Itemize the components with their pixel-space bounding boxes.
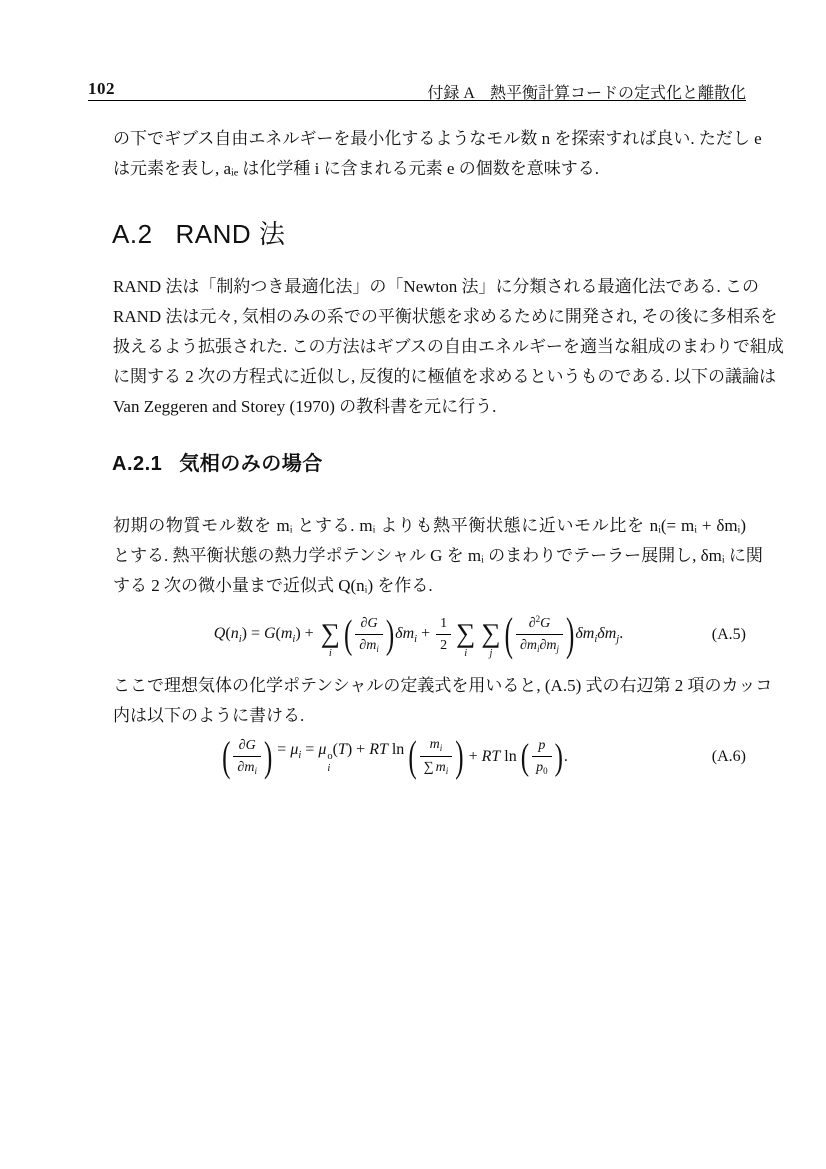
fraction [516,614,563,656]
math-token [534,737,549,756]
math-token: ( [332,741,338,759]
math-token: m [435,760,446,775]
right-paren: ) [385,613,395,657]
math-token [436,615,451,634]
math-token: j [556,644,560,655]
math-token: n [230,624,239,642]
math-token: j [616,633,620,645]
running-header-title: 付録 A 熱平衡計算コードの定式化と離散化 [427,85,746,102]
math-run [538,737,545,755]
right-paren: ) [566,610,575,660]
math-run [440,637,447,655]
math-token: δm [575,624,595,642]
right-paren: ) [263,734,273,780]
left-paren: ( [520,736,530,778]
math-token: ∂m [519,638,537,654]
math-token: μ [318,741,327,759]
intro-paragraph [113,124,762,184]
math-token: ) + [295,624,318,642]
text-line: とする. 熱平衡状態の熱力学ポテンシャル G を mᵢ のまわりでテーラー展開し, δmᵢ に関 [113,546,763,565]
math-token: ) + [346,741,370,759]
left-paren: ( [408,733,417,781]
math-run [361,615,378,633]
math-token: i [292,633,296,645]
math-token: i [328,648,332,660]
math-token: 0 [543,765,548,776]
math-token: RT [369,741,388,759]
math-run [239,737,256,755]
fraction [532,737,552,778]
math-token: ∂ [528,616,536,632]
math-token: RT [481,747,501,765]
math-token: i [327,762,331,774]
math-token: m [429,737,440,753]
page-number: 102 [88,79,115,98]
math-token: 2 [535,614,541,625]
fraction [355,615,383,656]
math-token: ∂m [237,759,255,775]
math-run [529,614,551,633]
math-token: ∑ [456,618,476,649]
math-token: = [301,741,319,759]
text-line: ここで理想気体の化学ポテンシャルの定義式を用いると, (A.5) 式の右辺第 2 項のカッコ [113,676,773,695]
math-token: μ [290,741,299,759]
math-token: 1 [440,615,448,631]
sum-operator [321,620,340,660]
sum-operator [456,620,475,660]
subsection-paragraph [113,511,763,601]
math-run [440,615,447,633]
math-token: ∂m [359,637,377,653]
math-token [355,634,383,656]
right-paren: ) [455,733,464,781]
math-token: . [563,747,568,765]
math-token: i [376,643,379,654]
math-token: ) = [241,624,264,642]
equation-a6-label: (A.6) [711,748,746,765]
math-run [465,747,520,768]
section-number: A.2 [112,219,153,249]
math-token: ∂m [539,638,557,654]
fraction [233,737,261,778]
math-run [430,736,443,755]
section-paragraph [113,272,784,422]
math-run [214,624,318,647]
math-token [532,756,552,778]
text-line: 初期の物質モル数を mᵢ とする. mᵢ よりも熱平衡状態に近いモル比を nᵢ(= mᵢ + δmᵢ) [113,516,746,535]
right-paren: ) [554,736,563,778]
math-token [357,615,382,634]
text-line: RAND 法は元々, 気相のみの系での平衡状態を求めるために開発され, その後に多相系を [113,307,778,326]
math-run [359,637,379,656]
math-token: = [273,741,291,759]
text-line: 扱えるよう拡張された. この方法はギブスの自由エネルギーを適当な組成のまわりで組成 [113,337,784,356]
text-line: 内は以下のように書ける. [113,706,305,725]
math-token: ∑ [481,618,501,649]
header-rule [88,100,746,101]
section-heading [112,221,285,247]
math-token: i [594,633,598,645]
fraction [436,615,451,655]
left-paren: ( [504,610,513,660]
math-token: ∂G [238,737,256,753]
math-token: i [254,765,257,776]
math-token: i [298,750,302,762]
text-line: は元素を表し, aᵢₑ は化学種 i に含まれる元素 e の個数を意味する. [113,159,599,178]
math-run [536,759,548,778]
equation-a6 [113,722,746,792]
math-token [516,634,563,656]
left-paren: ( [343,613,353,657]
text-line: RAND 法は「制約つき最適化法」の「Newton 法」に分類される最適化法である. この [113,277,759,296]
math-token: o [327,751,333,763]
math-token: p [538,737,546,753]
math-run [520,637,559,656]
text-line: する 2 次の微小量まで近似式 Q(nᵢ) を作る. [113,576,433,595]
math-token: i [445,766,449,776]
sum-operator [481,620,500,660]
math-token: i [536,644,540,655]
math-token: i [238,633,242,645]
math-token [235,737,260,756]
math-token: ( [225,624,231,642]
math-token [525,614,555,634]
text-line: に関する 2 次の方程式に近似し, 反復的に極値を求めるというものである. 以下の議論は [113,367,776,386]
text-line: Van Zeggeren and Storey (1970) の教科書を元に行う. [113,397,497,416]
text-line: の下でギブス自由エネルギーを最小化するようなモル数 n を探索すれば良い. ただし e [113,129,762,148]
math-token: G [540,616,551,632]
math-run [395,624,434,647]
math-token: + [464,747,482,765]
math-token: 2 [440,638,448,653]
math-token: j [489,648,493,660]
math-token: Q [213,624,226,642]
math-token [420,756,453,778]
math-run [237,759,257,778]
math-token: ∑ [423,760,434,775]
math-token: ln [504,747,517,765]
fraction [420,736,453,777]
math-token: + [417,624,435,642]
math-run [273,740,407,773]
math-token: i [439,743,443,754]
math-token: . [619,624,624,642]
left-paren: ( [222,734,231,780]
math-run [564,747,568,768]
subsection-heading [112,454,323,474]
math-token [233,756,261,778]
subsection-title: 気相のみの場合 [179,453,323,475]
math-token: ( [275,624,281,642]
math-token: T [337,741,347,759]
math-token: G [263,624,276,642]
math-token: δm [597,624,617,642]
math-token [426,736,447,756]
section-title: RAND 法 [175,219,286,249]
math-token: i [464,648,468,660]
math-token [436,634,451,655]
equation-a5-label: (A.5) [711,626,746,643]
math-token: ∂G [360,615,378,631]
equation-a5 [113,598,746,672]
math-token: ∑ [320,618,340,649]
math-token: ln [391,741,405,759]
math-token: i [414,633,418,645]
math-token: δm [395,624,415,642]
math-token: m [280,624,293,642]
math-token: p [536,759,544,775]
math-run [575,624,623,647]
subsection-number: A.2.1 [112,453,163,475]
math-run [424,759,449,778]
